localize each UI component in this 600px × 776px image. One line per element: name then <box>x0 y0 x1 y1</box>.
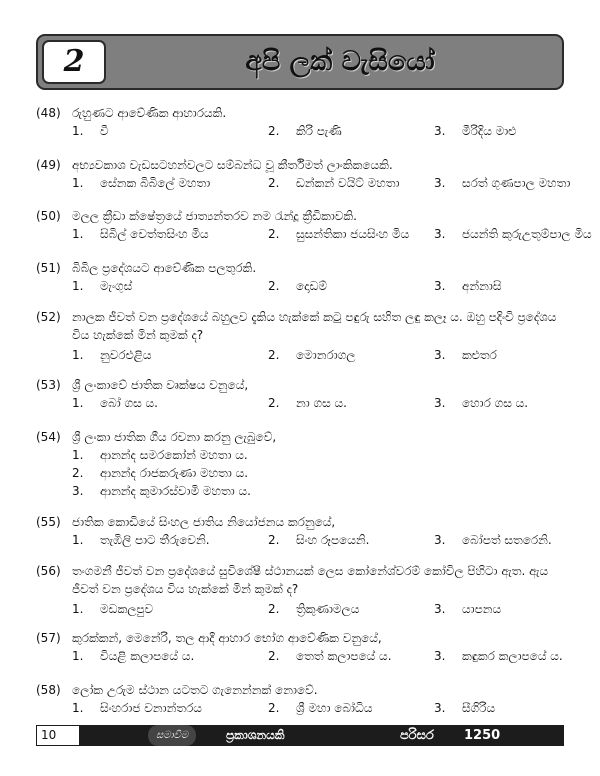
question-number: (48) <box>36 106 61 120</box>
question-number: (54) <box>36 430 61 444</box>
question-stem: ජාතික කොඩියේ සිංහල ජාතිය නියෝජනය කරනුයේ, <box>72 515 336 529</box>
publication-label: ප්‍රකාශනයකි <box>226 728 285 742</box>
question-number: (53) <box>36 378 61 392</box>
options-row <box>72 531 564 549</box>
option-3: 3. සරත් ගුණපාල මහතා <box>434 176 571 190</box>
options-row <box>72 174 571 192</box>
option-2: 2. කිරි පැණි <box>268 124 342 138</box>
question-stem: කුරක්කන්, මෙනේරි, තල ආදී ආහාර භෝග ආවේණික වනුයේ, <box>72 631 382 645</box>
option-1: 1. බෝ ගස ය. <box>72 396 158 410</box>
question-number: (52) <box>36 310 61 324</box>
options-row <box>72 394 564 412</box>
option-3: 3. යාපනය <box>434 602 502 616</box>
subject-label: පරිසර <box>400 728 434 743</box>
question-number: (57) <box>36 631 61 645</box>
option-1: 1. නුවරඑළිය <box>72 348 152 362</box>
publisher-logo: සමාවිම <box>148 725 196 746</box>
chapter-title: අපි ලක් වැසියෝ <box>245 46 435 77</box>
option-1: 1. සිබිල් වෙත්තසිංහ මිය <box>72 227 209 241</box>
options-row <box>72 122 564 140</box>
option-2: 2. මොනරාගල <box>268 348 356 362</box>
option-3: 3. ආනන්ද කුමාරස්වාමි මහතා ය. <box>72 484 251 498</box>
book-code: 1250 <box>464 728 501 743</box>
option-3: 3. ජයන්ති කුරුඋතුම්පාල මිය <box>434 227 592 241</box>
option-1: 1. වියළි කලාපයේ ය. <box>72 649 195 663</box>
options-row <box>72 699 564 717</box>
options-row <box>72 647 564 665</box>
question-stem: ශ්‍රී ලංකා ජාතික ගීය රචනා කරනු ලැබුවේ, <box>72 430 277 444</box>
question-stem: නාලක ජීවත් වන ප්‍රදේශයේ බහුලව දැකිය හැක්කේ කටු පඳුරු සහිත ලඳු කලෑ ය. ඔහු පදිංචි ප්‍රදේශය විය හැක්කේ මින් කුමක් ද? <box>72 310 557 342</box>
options-row <box>72 225 592 243</box>
options-row <box>72 346 564 364</box>
question-stem: බිබිල ප්‍රදේශයට ආවේණික පලතුරකි. <box>72 261 257 275</box>
option-3: 3. බෝපත් සතරෙනි. <box>434 533 552 547</box>
question-number: (51) <box>36 261 61 275</box>
option-3: 3. කළුතර <box>434 348 497 362</box>
options-column <box>72 446 251 500</box>
option-3: 3. සීගිරිය <box>434 701 496 715</box>
option-1: 1. තැඹිලි පාට තීරුවෙනි. <box>72 533 210 547</box>
chapter-number: 2 <box>42 40 106 84</box>
option-2: 2. සුසන්තිකා ජයසිංහ මිය <box>268 227 410 241</box>
option-2: 2. දොඩම් <box>268 279 328 293</box>
page-number: 10 <box>36 725 80 746</box>
question-stem: තංගමනී ජීවත් වන ප්‍රදේශයේ සුවිශේෂී ස්ථානයක් ලෙස කෝනේශ්වරම් කෝවිල පිහිටා ඇත. ඇය ජීවත් වන ප්‍රදේශය විය හැක්කේ මින් කුමක් ද? <box>72 564 549 596</box>
option-2: 2. ශ්‍රී මහා බෝධිය <box>268 701 373 715</box>
option-2: 2. තෙත් කලාපයේ ය. <box>268 649 392 663</box>
question-stem: ලෝක උරුම ස්ථාන යටතට ගැනෙන්නක් නොවේ. <box>72 683 318 697</box>
question-number: (49) <box>36 158 61 172</box>
question-number: (58) <box>36 683 61 697</box>
option-3: 3. හොර ගස ය. <box>434 396 529 410</box>
question-number: (50) <box>36 209 61 223</box>
question-stem: රුහුණට ආවේණික ආහාරයකි. <box>72 106 227 120</box>
option-1: 1. සේනක බිබිලේ මහතා <box>72 176 211 190</box>
options-row <box>72 277 564 295</box>
question-stem: අභ්‍යවකාශ වැඩසටහන්වලට සම්බන්ධ වූ කීර්තිමත් ලාංකිකයෙකි. <box>72 158 393 172</box>
option-2: 2. ත්‍රිකුණාමලය <box>268 602 360 616</box>
option-3: 3. මීරිදිය මාළු <box>434 124 517 138</box>
chapter-header <box>36 34 564 90</box>
option-1: 1. සිංහරාජ වනාන්තරය <box>72 701 202 715</box>
option-1: 1. මැංගුස් <box>72 279 133 293</box>
options-row <box>72 600 564 618</box>
option-2: 2. නා ගස ය. <box>268 396 347 410</box>
option-2: 2. සිංහ රූපයෙනි. <box>268 533 370 547</box>
option-3: 3. අන්නාසි <box>434 279 502 293</box>
question-number: (55) <box>36 515 61 529</box>
question-stem: මලල ක්‍රීඩා ක්ෂේත්‍රයේ ජාත්‍යන්තරව නම රැන්දූ ක්‍රීඩිකාවකි. <box>72 209 357 223</box>
option-1: 1. මඩකලපුව <box>72 602 154 616</box>
option-1: 1. ආනන්ද සමරකෝන් මහතා ය. <box>72 448 248 462</box>
question-stem: ශ්‍රී ලංකාවේ ජාතික වෘක්ෂය වනුයේ, <box>72 378 249 392</box>
option-1: 1. වී <box>72 124 109 138</box>
question-number: (56) <box>36 564 61 578</box>
page-footer <box>36 725 564 746</box>
option-2: 2. ඩන්කන් වයිට් මහතා <box>268 176 400 190</box>
option-3: 3. කඳුකර කලාපයේ ය. <box>434 649 563 663</box>
option-2: 2. ආනන්ද රාජකරුණා මහතා ය. <box>72 466 249 480</box>
